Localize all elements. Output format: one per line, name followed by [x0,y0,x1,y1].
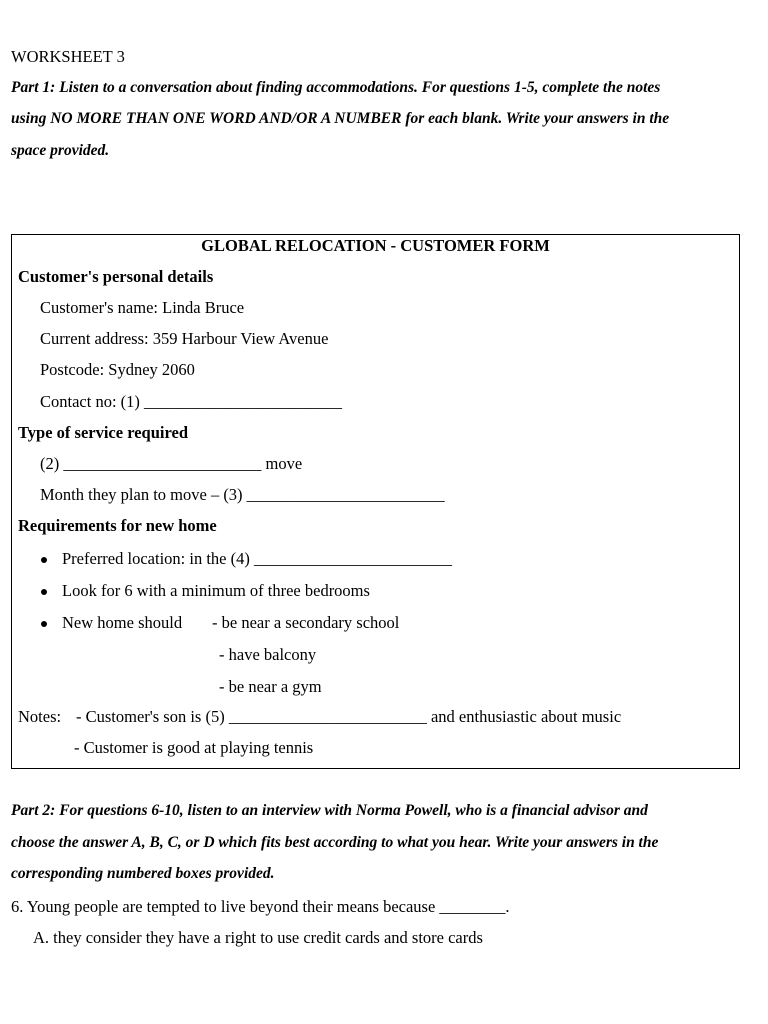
customer-name: Customer's name: Linda Bruce [40,298,245,317]
section-service-required: Type of service required [18,423,189,442]
section-personal-details: Customer's personal details [18,267,214,286]
look-for-bedrooms: Look for 6 with a minimum of three bedrooms [62,581,370,600]
part2-instructions-line2: choose the answer A, B, C, or D which fits best according to what you hear. Write your answers in the [11,834,659,851]
contact-number-blank: Contact no: (1) ________________________ [40,392,343,411]
worksheet-title: WORKSHEET 3 [11,47,125,66]
bullet-icon [41,557,47,563]
req-near-gym: - be near a gym [219,677,322,696]
notes-label: Notes: [18,707,62,726]
part1-instructions-line3: space provided. [11,142,110,159]
notes-tennis: - Customer is good at playing tennis [74,738,314,757]
current-address: Current address: 359 Harbour View Avenue [40,329,329,348]
question-6-option-a: A. they consider they have a right to use credit cards and store cards [33,928,483,947]
part1-instructions-line2: using NO MORE THAN ONE WORD AND/OR A NUMBER for each blank. Write your answers in the [11,110,670,127]
form-title: GLOBAL RELOCATION - CUSTOMER FORM [201,236,550,255]
postcode: Postcode: Sydney 2060 [40,360,195,379]
part2-instructions-line1: Part 2: For questions 6-10, listen to an interview with Norma Powell, who is a financial advisor and [11,802,648,819]
bullet-icon [41,589,47,595]
part2-instructions-line3: corresponding numbered boxes provided. [11,865,275,882]
service-move-blank: (2) ________________________ move [40,454,303,473]
req-balcony: - have balcony [219,645,317,664]
new-home-should: New home should [62,613,183,632]
preferred-location-blank: Preferred location: in the (4) ________________________ [62,549,452,568]
req-near-school: - be near a secondary school [212,613,400,632]
notes-son-blank: - Customer's son is (5) ________________________ and enthusiastic about music [76,707,622,726]
move-month-blank: Month they plan to move – (3) ________________________ [40,485,445,504]
part1-instructions-line1: Part 1: Listen to a conversation about finding accommodations. For questions 1-5, complete the notes [11,79,661,96]
question-6: 6. Young people are tempted to live beyond their means because ________. [11,897,510,916]
section-requirements: Requirements for new home [18,516,217,535]
bullet-icon [41,621,47,627]
